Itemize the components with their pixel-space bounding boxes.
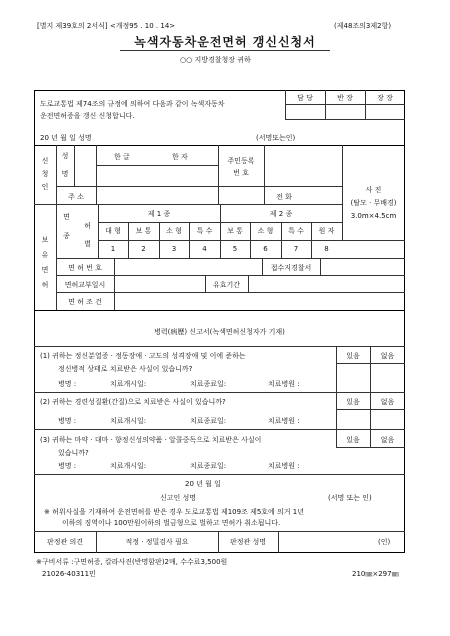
question-3-line-2: 있습니까? — [58, 449, 89, 457]
class-2-motorbike: 원 자 — [318, 227, 335, 235]
q2-hospital: 치료병원 : — [268, 417, 300, 425]
question-2: (2) 귀하는 경련성질환(간질)으로 치료받은 사실이 있습니까? — [40, 398, 226, 406]
approval-staff: 담 당 — [297, 94, 313, 102]
q2-start: 치료개시일: — [110, 417, 147, 425]
q2-no: 없음 — [380, 398, 395, 406]
declaration-date: 20 년 월 일 — [185, 480, 221, 488]
intro-line-2: 운전면허증을 갱신 신청합니다. — [40, 112, 135, 120]
license-type-char-4: 별 — [84, 240, 91, 248]
license-char-2: 유 — [41, 251, 49, 259]
judge-opinion-content: 적정 · 정밀검사 필요 — [125, 538, 189, 546]
license-type-char-3: 종 — [63, 232, 70, 240]
applicant-char-2: 청 — [41, 170, 49, 178]
address-label: 주 소 — [68, 193, 84, 201]
q1-start: 치료개시일: — [110, 380, 147, 388]
type-number-1: 1 — [110, 245, 116, 253]
form-title: 녹색자동차운전면허 갱신신청서 — [134, 35, 316, 49]
intro-line-1: 도로교통법 제74조의 규정에 의하여 다음과 같이 녹색자동차 — [40, 100, 225, 108]
warning-line-2: 이하의 징역이나 100만원이하의 벌금형으로 벌하고 면허가 취소됩니다. — [62, 519, 281, 527]
class-1-large: 대 형 — [105, 227, 121, 235]
q1-hospital: 치료병원 : — [268, 380, 300, 388]
form-code: 21026-40311민 — [42, 570, 96, 578]
class-1-special: 특 수 — [196, 227, 213, 235]
q1-no: 없음 — [380, 352, 395, 360]
type-number-6: 6 — [263, 245, 268, 253]
q3-yes: 있음 — [346, 436, 360, 444]
issue-date-label: 면허교부일시 — [64, 281, 106, 289]
q2-end: 치료종료일: — [190, 417, 227, 425]
type-number-8: 8 — [324, 245, 329, 253]
q1-yes: 있음 — [346, 352, 360, 360]
approval-head: 장 장 — [377, 94, 393, 102]
resident-id-label-2: 번 호 — [233, 169, 249, 177]
class-1-header: 제 1 종 — [147, 210, 171, 218]
type-number-4: 4 — [202, 245, 207, 253]
q3-hospital: 치료병원 : — [268, 462, 300, 470]
resident-id-label-1: 주민등록 — [227, 157, 255, 165]
application-date: 20 년 월 일 성명 — [40, 134, 92, 142]
medical-history-title: 병력(病歷) 신고서(녹색면허신청자가 기재) — [154, 328, 285, 336]
class-1-small: 소 형 — [166, 227, 182, 235]
validity-label: 유효기간 — [212, 281, 241, 289]
judge-name-label: 판정관 성명 — [229, 538, 267, 546]
q3-disease: 병명 : — [58, 462, 77, 470]
form-reference: [별지 제39호의 2서식] <개정95 . 10 . 14> — [37, 22, 176, 30]
reporter-name-label: 신고인 성명 — [160, 494, 197, 502]
question-1-line-1: (1) 귀하는 정신분열증 · 정동장애 · 고도의 성격장애 및 이에 준하는 — [40, 352, 246, 360]
article-reference: (제48조의3제2항) — [334, 22, 392, 30]
class-2-special: 특 수 — [288, 227, 304, 235]
judge-opinion-label: 판정관 의견 — [46, 538, 84, 546]
approval-chief: 반 장 — [337, 94, 353, 102]
reporter-signature: (서명 또는 인) — [328, 494, 372, 502]
question-1-line-2: 정신병적 상태로 치료받은 사실이 있습니까? — [58, 365, 193, 373]
license-char-4: 허 — [41, 281, 49, 289]
phone-label: 전 화 — [276, 193, 292, 201]
class-1-regular: 보 통 — [135, 227, 152, 235]
name-hanja-label: 한 자 — [172, 153, 188, 161]
q2-yes: 있음 — [346, 398, 360, 406]
name-korean-label: 한 글 — [114, 153, 130, 161]
paper-size: 210㎜×297㎜ — [352, 570, 399, 578]
class-2-small: 소 형 — [257, 227, 274, 235]
q3-no: 없음 — [380, 436, 395, 444]
license-number-label: 면 허 번 호 — [68, 264, 102, 272]
name-label-2: 명 — [61, 170, 69, 178]
q3-end: 치료종료일: — [190, 462, 227, 470]
class-2-header: 제 2 종 — [269, 210, 293, 218]
applicant-char-3: 인 — [41, 183, 49, 191]
police-station-label: 접수지경찰서 — [270, 264, 312, 272]
judge-seal: (인) — [378, 538, 391, 546]
class-2-regular: 보 통 — [227, 227, 243, 235]
type-number-2: 2 — [141, 245, 146, 253]
license-char-3: 면 — [41, 266, 49, 274]
license-char-1: 보 — [41, 236, 49, 244]
applicant-char-1: 신 — [41, 157, 49, 165]
type-number-3: 3 — [171, 245, 177, 253]
type-number-7: 7 — [293, 245, 299, 253]
warning-line-1: ※ 허위사실을 기재하여 운전면허를 받은 경우 도로교통법 제109조 제5호에 의거 1년 — [44, 508, 305, 516]
title-underline — [120, 50, 330, 51]
photo-note: (탈모 · 무배경) — [350, 199, 397, 207]
photo-size: 3.0m×4.5cm — [350, 212, 397, 220]
q1-end: 치료종료일: — [190, 380, 227, 388]
required-documents: ※구비서류 :구면허증, 칼라사진(반명함판)2매, 수수료3,500원 — [36, 558, 228, 566]
name-label-1: 성 — [61, 152, 69, 160]
photo-label: 사 진 — [365, 186, 382, 194]
addressee: ○○ 지방경찰청장 귀하 — [180, 56, 251, 64]
q3-start: 치료개시일: — [110, 462, 147, 470]
license-type-char-1: 면 — [63, 213, 70, 221]
type-number-5: 5 — [232, 245, 238, 253]
license-type-char-2: 허 — [84, 222, 91, 230]
q1-disease: 병명 : — [58, 380, 77, 388]
q2-disease: 병명 : — [58, 417, 77, 425]
signature-note: (서명또는인) — [256, 134, 296, 142]
question-3-line-1: (3) 귀하는 마약 · 대마 · 향정신성의약품 · 알콜중독으로 치료받은 사실이 — [40, 436, 262, 444]
conditions-label: 면 허 조 건 — [68, 298, 102, 306]
